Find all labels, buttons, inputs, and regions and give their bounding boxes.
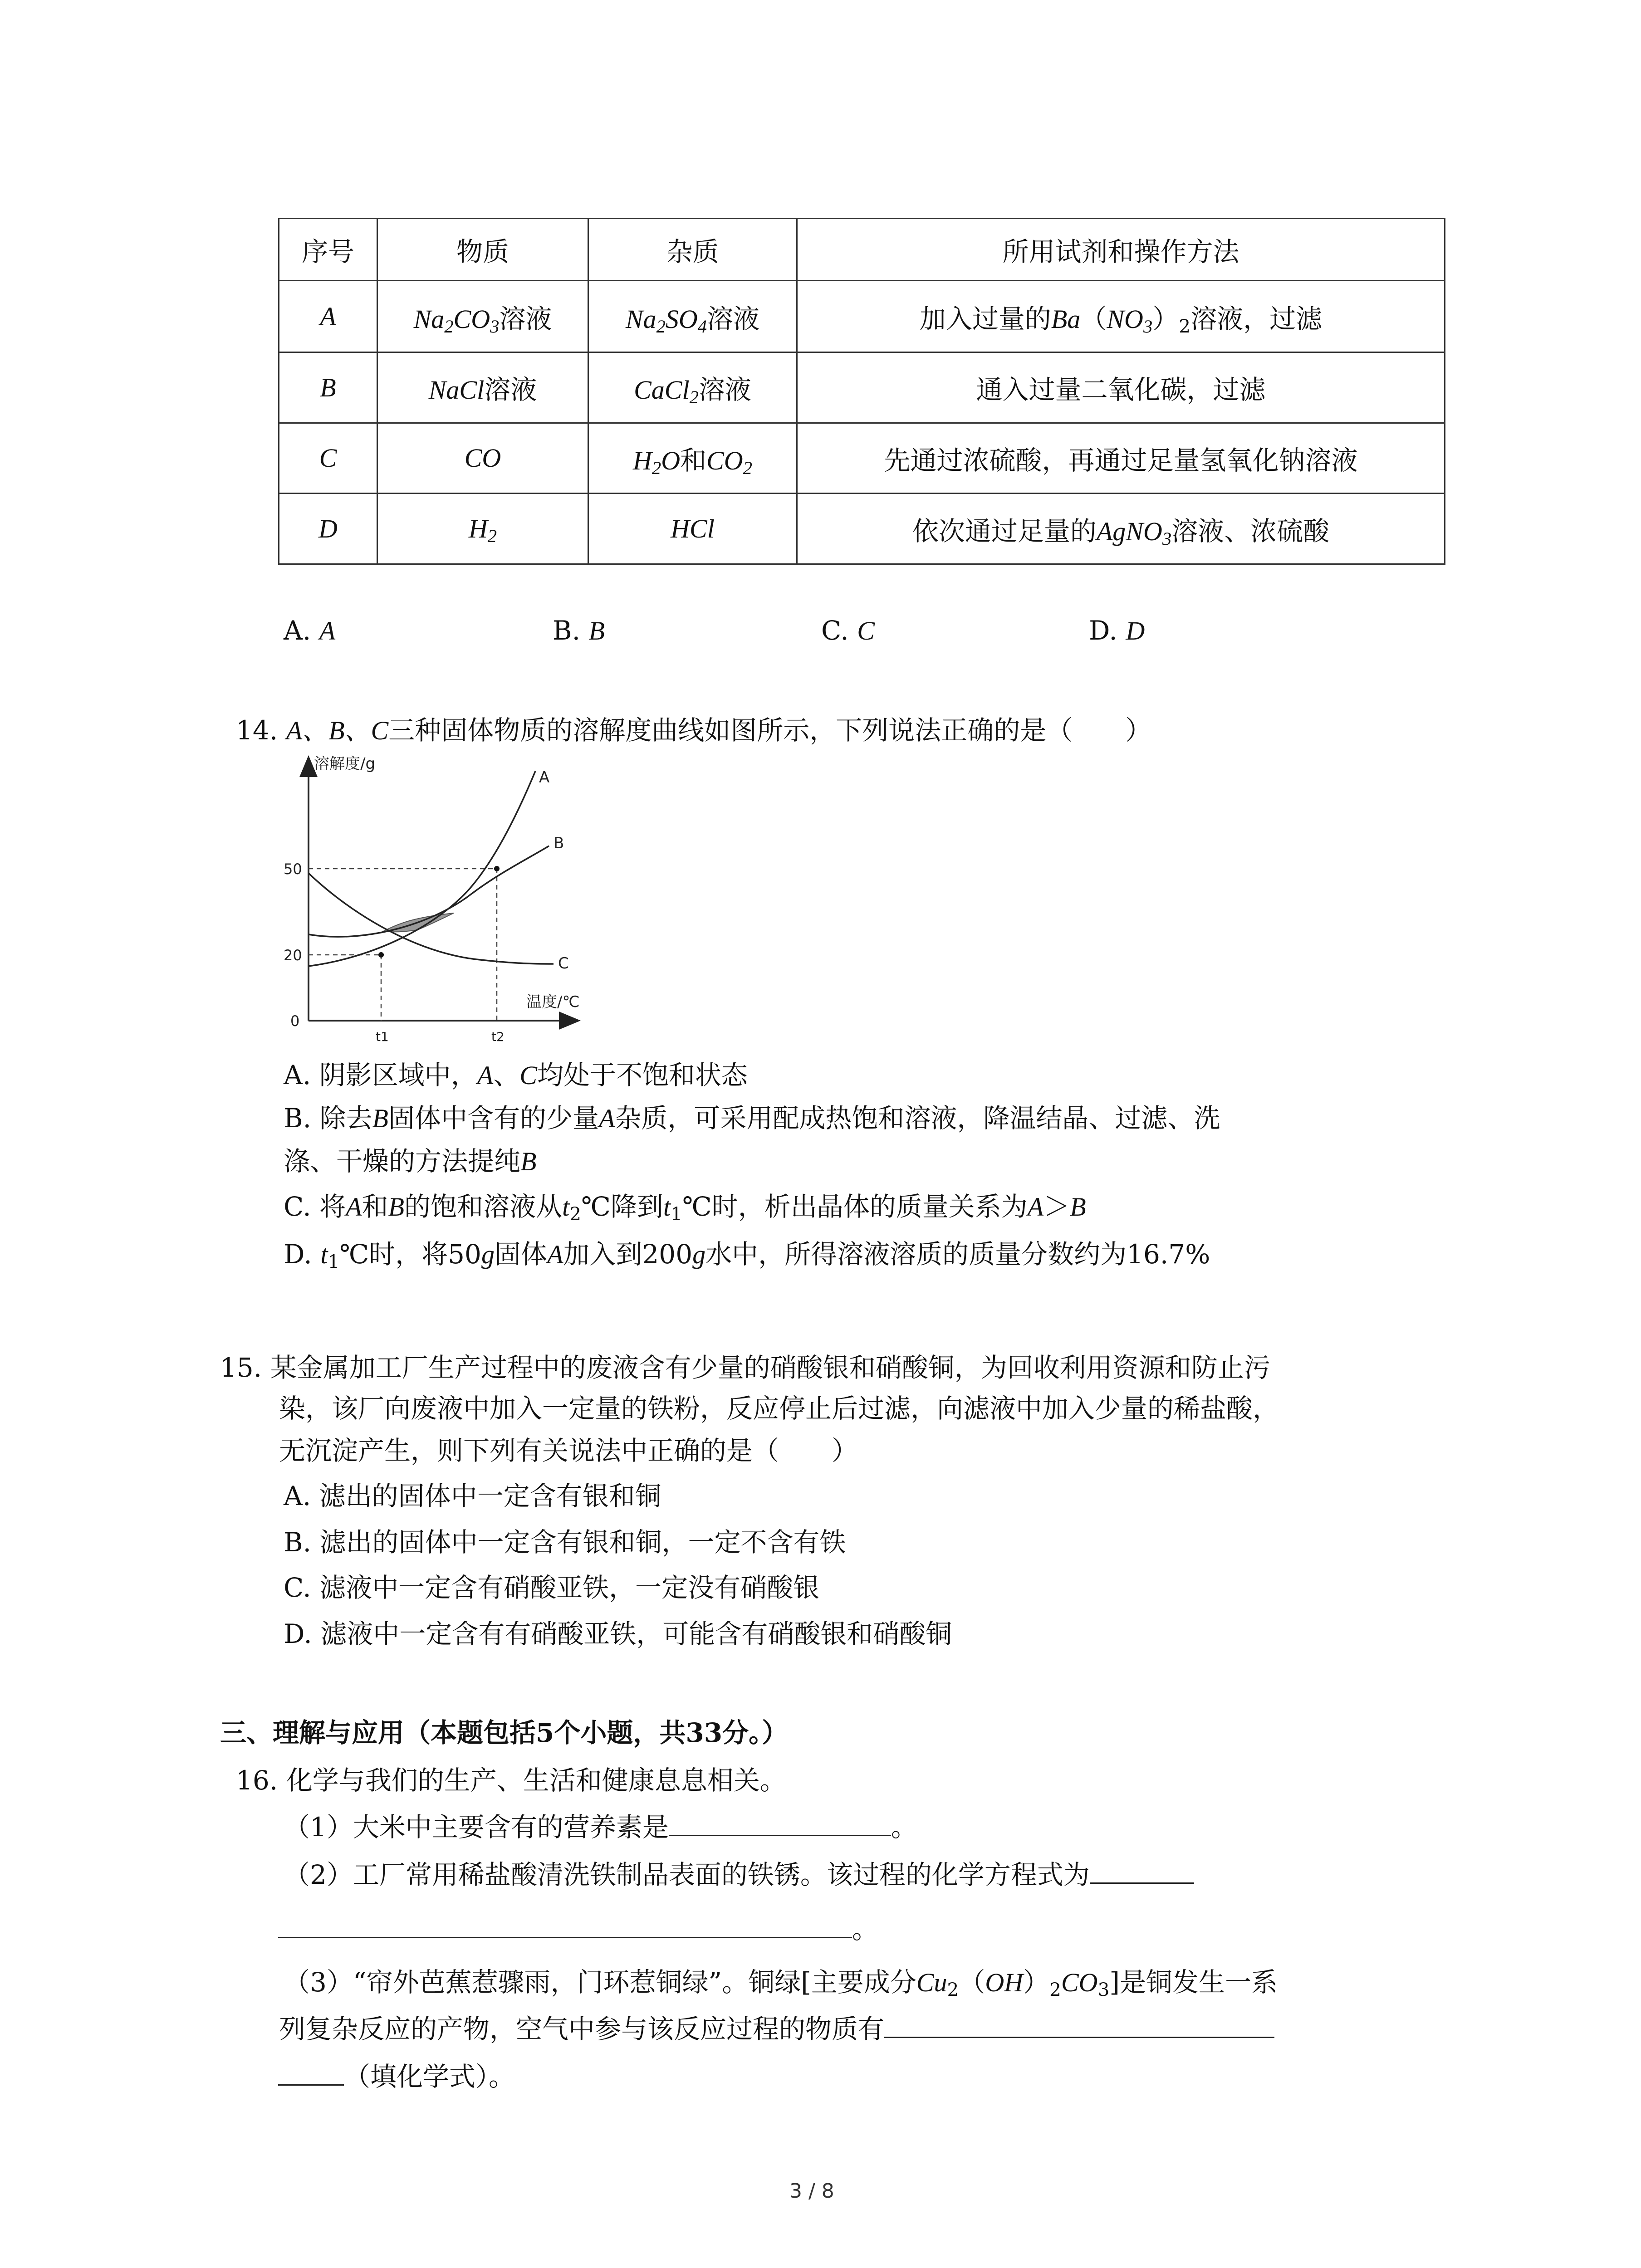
point-t2: [494, 866, 500, 871]
series-label-a: A: [539, 768, 550, 787]
q14-option-d: D. $t_1℃$时，将50g固体A加入到200g水中，所得溶液溶质的质量分数约为16.7%: [284, 1239, 1210, 1273]
point-t1: [378, 952, 384, 958]
x-tick-label: t2: [491, 1029, 505, 1044]
y-tick-label: 20: [284, 947, 302, 964]
answer-blank[interactable]: [884, 2009, 1274, 2038]
q16-part-3-line1: （3）“帘外芭蕉惹骤雨，门环惹铜绿”。铜绿[主要成分$Cu_2(OH)_2CO_3$]是铜发生一系: [284, 1967, 1278, 2001]
table-cell: 先通过浓硫酸，再通过足量氢氧化钠溶液: [797, 423, 1445, 494]
reagent-table: [278, 218, 1445, 565]
q15-option-a: A. 滤出的固体中一定含有银和铜: [284, 1481, 661, 1511]
q16-part-1: （1）大米中主要含有的营养素是 。: [284, 1808, 917, 1845]
table-cell: NaCl溶液: [377, 352, 588, 423]
q16-part-2: （2）工厂常用稀盐酸清洗铁制品表面的铁锈。该过程的化学方程式为: [284, 1855, 1194, 1893]
page-number: 3 / 8: [789, 2180, 834, 2203]
table-row: [279, 281, 1445, 352]
answer-blank[interactable]: [278, 2057, 344, 2086]
table-cell: B: [279, 352, 377, 423]
table-row: [279, 352, 1445, 423]
table-cell: $Na_2SO_4$溶液: [588, 281, 797, 352]
q14-option-c: C. 将A和B的饱和溶液从$t_2℃$降到$t_1℃$时，析出晶体的质量关系为A＞B: [284, 1191, 1086, 1225]
option-d: D. D: [1089, 615, 1145, 646]
table-cell: $H_2$: [377, 494, 588, 564]
series-label-b: B: [554, 834, 564, 852]
table-cell: 加入过量的$Ba(NO_3)_2$溶液，过滤: [797, 281, 1445, 352]
table-header-row: [279, 219, 1445, 281]
table-header: 物质: [377, 219, 588, 281]
table-header: 所用试剂和操作方法: [797, 219, 1445, 281]
q16-part-3-line2: 列复杂反应的产物，空气中参与该反应过程的物质有: [279, 2009, 1274, 2047]
table-cell: 依次通过足量的AgNO$_3$溶液、浓硫酸: [797, 494, 1445, 564]
series-label-c: C: [558, 954, 569, 973]
y-tick-label: 50: [284, 860, 302, 878]
table-cell: $H_2O$和$CO_2$: [588, 423, 797, 494]
solubility-chart: [272, 753, 635, 1048]
option-b: B. B: [553, 615, 605, 646]
table-cell: A: [279, 281, 377, 352]
q14-option-b-line1: B. 除去B固体中含有的少量A杂质，可采用配成热饱和溶液，降温结晶、过滤、洗: [284, 1103, 1220, 1134]
question-15-stem-1: 15. 某金属加工厂生产过程中的废液含有少量的硝酸银和硝酸铜，为回收利用资源和防止污: [220, 1352, 1270, 1383]
answer-blank[interactable]: [1090, 1855, 1194, 1884]
table-header: 杂质: [588, 219, 797, 281]
x-tick-label: t1: [376, 1029, 389, 1044]
q15-option-b: B. 滤出的固体中一定含有银和铜，一定不含有铁: [284, 1527, 846, 1558]
q16-part-2-cont: 。: [278, 1910, 878, 1947]
option-c: C. C: [821, 615, 875, 646]
question-15-stem-2: 染，该厂向废液中加入一定量的铁粉，反应停止后过滤，向滤液中加入少量的稀盐酸，: [279, 1393, 1279, 1424]
question-15-stem-3: 无沉淀产生，则下列有关说法中正确的是（ ）: [279, 1435, 858, 1466]
q14-option-b-line2: 涤、干燥的方法提纯B: [284, 1146, 537, 1177]
table-cell: $Na_2CO_3$溶液: [377, 281, 588, 352]
q16-part-3-line3: （填化学式）。: [278, 2057, 515, 2095]
option-a: A. A: [284, 615, 336, 646]
question-14-stem: 14. A、B、C三种固体物质的溶解度曲线如图所示，下列说法正确的是（ ）: [236, 715, 1152, 746]
q15-option-c: C. 滤液中一定含有硝酸亚铁，一定没有硝酸银: [284, 1572, 820, 1603]
table-cell: C: [279, 423, 377, 494]
q15-option-d: D. 滤液中一定含有有硝酸亚铁，可能含有硝酸银和硝酸铜: [284, 1618, 952, 1649]
y-tick-label: 0: [290, 1012, 300, 1030]
table-cell: D: [279, 494, 377, 564]
table-cell: CO: [377, 423, 588, 494]
table-cell: HCl: [588, 494, 797, 564]
question-16-stem: 16. 化学与我们的生产、生活和健康息息相关。: [236, 1765, 786, 1796]
table-cell: CaCl$_2$溶液: [588, 352, 797, 423]
x-axis-label: 温度/℃: [526, 993, 580, 1011]
table-header: 序号: [279, 219, 377, 281]
q14-option-a: A. 阴影区域中，A、C均处于不饱和状态: [284, 1060, 748, 1090]
table-row: [279, 494, 1445, 564]
answer-blank[interactable]: [669, 1808, 891, 1836]
table-cell: 通入过量二氧化碳，过滤: [797, 352, 1445, 423]
answer-blank[interactable]: [278, 1910, 852, 1938]
section-title: 三、理解与应用（本题包括5个小题，共33分。）: [220, 1717, 789, 1748]
table-row: [279, 423, 1445, 494]
y-axis-label: 溶解度/g: [314, 755, 376, 773]
